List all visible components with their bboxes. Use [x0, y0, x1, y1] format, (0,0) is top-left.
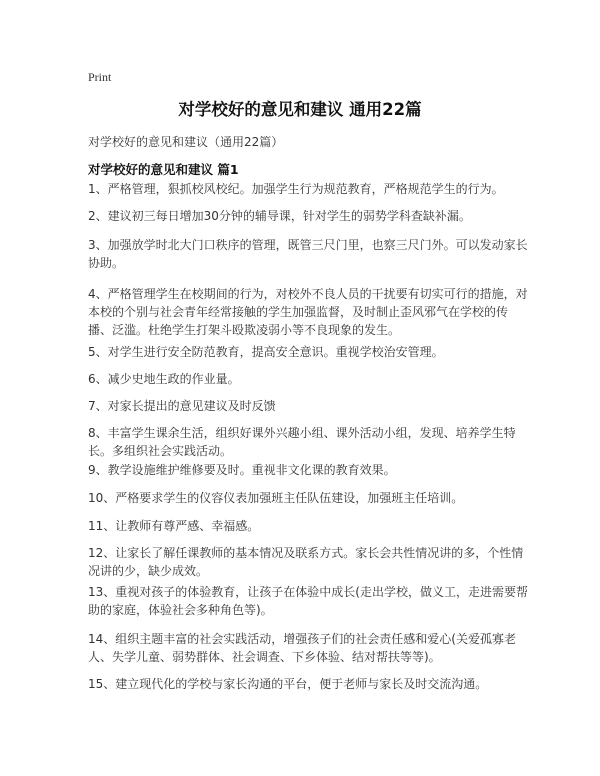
list-item: 2、建议初三每日增加30分钟的辅导课，针对学生的弱势学科查缺补漏。: [88, 209, 471, 223]
list-item: 12、让家长了解任课教师的基本情况及联系方式。家长会共性情况讲的多，个性情况讲的少，缺少成效。: [88, 546, 524, 578]
list-item: 7、对家长提出的意见建议及时反馈: [88, 399, 276, 413]
list-item: 3、加强放学时北大门口秩序的管理，既管三尺门里，也察三尺门外。可以发动家长协助。: [88, 238, 528, 270]
list-item: 15、建立现代化的学校与家长沟通的平台，便于老师与家长及时交流沟通。: [88, 677, 488, 691]
list-item: 13、重视对孩子的体验教育，让孩子在体验中成长(走出学校，做义工，走进需要帮助的家庭，体验社会多种角色等)。: [88, 585, 528, 617]
list-item: 8、丰富学生课余生活，组织好课外兴趣小组、课外活动小组，发现、培养学生特长。多组织社会实践活动。: [88, 426, 516, 458]
page-title: 对学校好的意见和建议 通用22篇: [178, 100, 422, 119]
list-item: 6、减少史地生政的作业量。: [88, 372, 240, 386]
print-link[interactable]: Print: [88, 70, 112, 84]
subtitle: 对学校好的意见和建议（通用22篇）: [88, 135, 284, 149]
list-item: 14、组织主题丰富的社会实践活动，增强孩子们的社会责任感和爱心(关爱孤寡老人、失学儿童、弱势群体、社会调查、下乡体验、结对帮扶等等)。: [88, 632, 516, 664]
list-item: 9、教学设施维护维修要及时。重视非文化课的教育效果。: [88, 463, 396, 477]
list-item: 4、严格管理学生在校期间的行为，对校外不良人员的干扰要有切实可行的措施，对本校的个别与社会青年经常接触的学生加强监督，及时制止歪风邪气在学校的传播、泛滥。杜绝学生打架斗殴欺凌弱小等不良现象的发生。: [88, 287, 528, 337]
list-item: 1、严格管理，狠抓校风校纪。加强学生行为规范教育，严格规范学生的行为。: [88, 182, 504, 196]
section-heading: 对学校好的意见和建议 篇1: [88, 162, 239, 177]
list-item: 5、对学生进行安全防范教育，提高安全意识。重视学校治安管理。: [88, 345, 444, 359]
list-item: 10、严格要求学生的仪容仪表加强班主任队伍建设，加强班主任培训。: [88, 491, 464, 505]
list-item: 11、让教师有尊严感、幸福感。: [88, 519, 260, 533]
